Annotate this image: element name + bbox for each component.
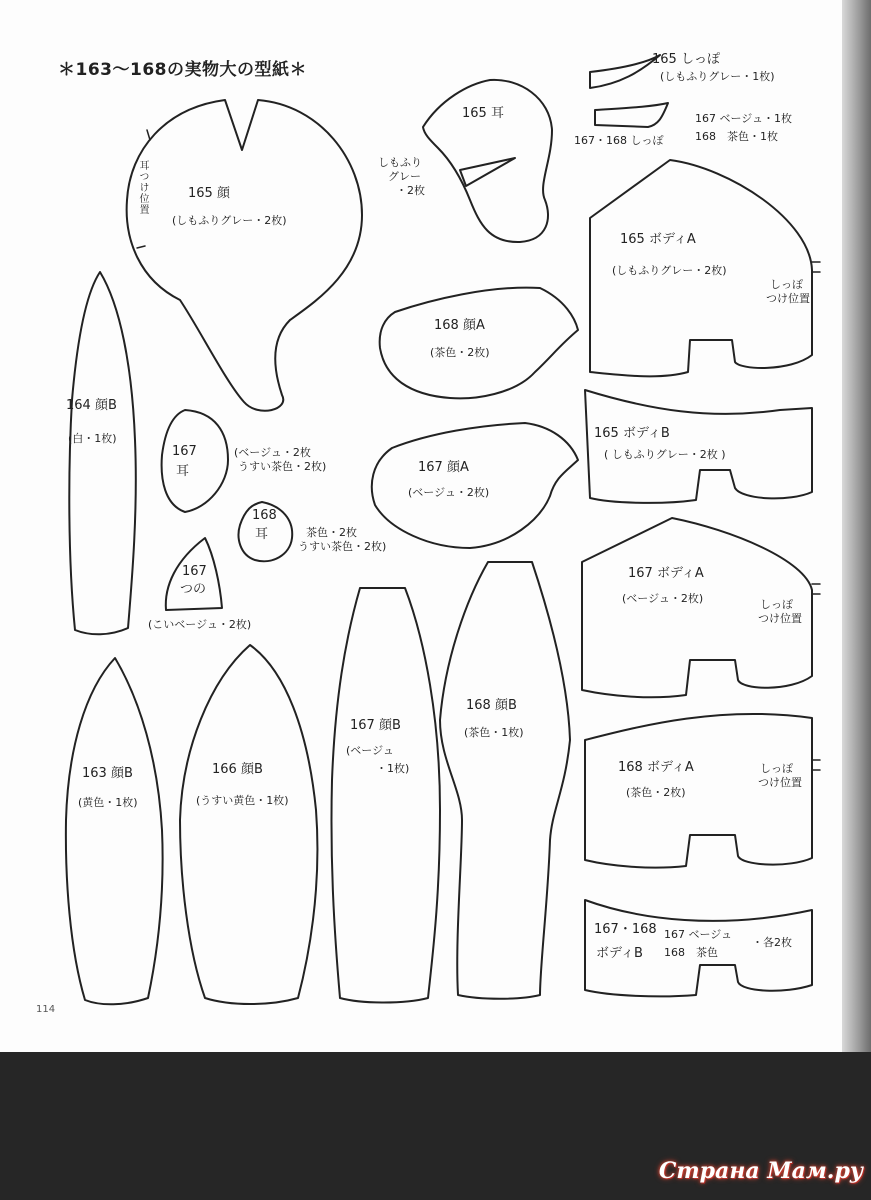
page-edge-shadow — [842, 0, 871, 1052]
label-165-ear: 165 耳 — [462, 106, 504, 121]
tail-mark-165 — [812, 262, 820, 272]
material-165-tail: (しもふりグレー・1枚) — [660, 70, 775, 83]
label-167-168-body-b-number: 167・168 — [594, 922, 657, 937]
material-168-tail: 168 茶色・1枚 — [695, 130, 778, 143]
label-165-tail: 165 しっぽ — [652, 52, 720, 67]
outline-166-face-b — [180, 645, 317, 1004]
outline-167-face-b — [331, 588, 440, 1003]
outline-168-body-a — [585, 714, 812, 868]
count-167-168-body-b: ・各2枚 — [752, 936, 792, 949]
outline-165-tail — [590, 55, 660, 88]
material-168-body-b: 168 茶色 — [664, 946, 718, 959]
label-168-body-a: 168 ボディA — [618, 760, 694, 775]
label-167-ear-name: 耳 — [176, 464, 190, 479]
material-165-face: (しもふりグレー・2枚) — [172, 214, 287, 227]
label-166-face-b: 166 顔B — [212, 762, 263, 777]
material-167-face-b-line1: (ベージュ — [346, 744, 394, 757]
label-167-horn-name: つの — [180, 582, 207, 597]
material-168-ear-line2: うすい茶色・2枚) — [298, 540, 387, 553]
outline-167-ear — [162, 410, 228, 512]
material-163-face-b: (黄色・1枚) — [78, 796, 138, 809]
material-165-ear-line2: グレー — [388, 170, 421, 183]
material-168-body-a: (茶色・2枚) — [626, 786, 686, 799]
material-167-horn: (こいベージュ・2枚) — [148, 618, 252, 631]
label-168-ear-number: 168 — [252, 508, 277, 523]
label-167-body-a: 167 ボディA — [628, 566, 704, 581]
material-167-face-b-line2: ・1枚) — [376, 762, 410, 775]
material-167-ear-line1: (ベージュ・2枚 — [234, 446, 311, 459]
mark-167-tail-line1: しっぽ — [760, 598, 793, 611]
material-168-face-b: (茶色・1枚) — [464, 726, 524, 739]
page-number: 114 — [36, 1004, 56, 1015]
material-168-ear-line1: 茶色・2枚 — [306, 526, 357, 539]
label-165-face: 165 顔 — [188, 186, 230, 201]
material-165-ear-line1: しもふり — [378, 156, 422, 169]
label-163-face-b: 163 顔B — [82, 766, 133, 781]
material-166-face-b: (うすい黄色・1枚) — [196, 794, 289, 807]
outline-168-face-a — [380, 288, 578, 399]
label-167-ear-number: 167 — [172, 444, 197, 459]
mark-167-tail-line2: つけ位置 — [758, 612, 802, 625]
label-167-168-tail: 167・168 しっぽ — [574, 134, 664, 147]
material-167-tail: 167 ベージュ・1枚 — [695, 112, 793, 125]
label-167-face-a: 167 顔A — [418, 460, 469, 475]
mark-168-tail-line2: つけ位置 — [758, 776, 802, 789]
mark-165-ear-position: 耳つけ位置 — [137, 160, 148, 215]
site-watermark: Страна Мам.ру — [658, 1158, 863, 1184]
tail-mark-167 — [812, 584, 820, 594]
outline-163-face-b — [66, 658, 163, 1004]
label-168-face-a: 168 顔A — [434, 318, 485, 333]
material-167-body-b: 167 ベージュ — [664, 928, 733, 941]
label-168-face-b: 168 顔B — [466, 698, 517, 713]
material-167-ear-line2: うすい茶色・2枚) — [238, 460, 327, 473]
ear-position-mark-bottom — [137, 246, 145, 248]
outline-167-168-tail — [595, 103, 668, 127]
material-165-body-b: ( しもふりグレー・2枚 ) — [604, 448, 726, 461]
label-167-168-body-b-name: ボディB — [596, 946, 643, 961]
label-165-body-b: 165 ボディB — [594, 426, 670, 441]
label-167-horn-number: 167 — [182, 564, 207, 579]
page-title: ＊163〜168の実物大の型紙＊ — [58, 60, 307, 80]
outline-165-ear — [423, 80, 552, 242]
material-165-ear-line3: ・2枚 — [396, 184, 425, 197]
material-165-body-a: (しもふりグレー・2枚) — [612, 264, 727, 277]
outline-168-face-b — [440, 562, 570, 999]
mark-168-tail-line1: しっぽ — [760, 762, 793, 775]
label-165-body-a: 165 ボディA — [620, 232, 696, 247]
outline-165-face — [127, 100, 362, 411]
ear-position-mark-top — [147, 130, 150, 140]
tail-mark-168 — [812, 760, 820, 770]
material-168-face-a: (茶色・2枚) — [430, 346, 490, 359]
outline-165-ear-stripe — [460, 158, 515, 186]
label-168-ear-name: 耳 — [255, 527, 269, 542]
material-167-face-a: (ベージュ・2枚) — [408, 486, 490, 499]
label-167-face-b: 167 顔B — [350, 718, 401, 733]
outline-165-body-b — [585, 390, 812, 503]
mark-165-tail-line2: つけ位置 — [766, 292, 810, 305]
material-164-face-b: (白・1枚) — [68, 432, 117, 445]
mark-165-tail-line1: しっぽ — [770, 278, 803, 291]
label-164-face-b: 164 顔B — [66, 398, 117, 413]
material-167-body-a: (ベージュ・2枚) — [622, 592, 704, 605]
outline-164-face-b — [69, 272, 136, 634]
